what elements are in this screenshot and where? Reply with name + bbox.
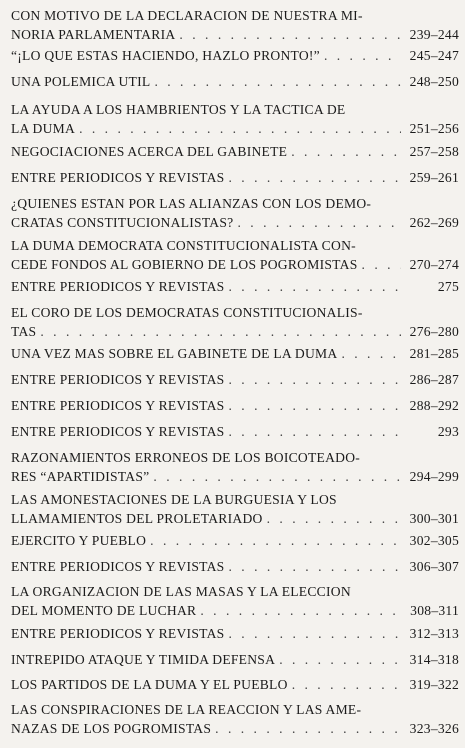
leader-dots	[228, 168, 401, 187]
page-range: 259–261	[409, 170, 459, 185]
toc-entry	[11, 46, 459, 65]
toc-entry-last-line	[11, 72, 459, 91]
page-range: 319–322	[409, 677, 459, 692]
toc-entry-last-line	[11, 370, 459, 389]
leader-dots	[215, 719, 401, 738]
leader-dots	[228, 370, 401, 389]
toc-entry-last-line	[11, 322, 459, 341]
toc-entry	[11, 72, 459, 91]
toc-entry	[11, 582, 459, 620]
toc-entry	[11, 194, 459, 232]
leader-dots	[79, 119, 401, 138]
toc-entry	[11, 396, 459, 415]
page-range: 293	[437, 424, 459, 439]
page-range: 275	[437, 279, 459, 294]
toc-entry-line	[11, 194, 459, 213]
toc-entry-last-line	[11, 557, 459, 576]
toc-entry	[11, 168, 459, 187]
page-range: 314–318	[409, 652, 459, 667]
leader-dots	[279, 650, 401, 669]
page-range: 251–256	[409, 121, 459, 136]
leader-dots	[40, 322, 401, 341]
page-range: 306–307	[409, 559, 459, 574]
page-range: 288–292	[409, 398, 459, 413]
toc-entry-last-line	[11, 119, 459, 138]
toc-entry-line	[11, 6, 459, 25]
toc-entry-title: NEGOCIACIONES ACERCA DEL GABINETE	[11, 144, 288, 159]
toc-entry-title: DEL MOMENTO DE LUCHAR	[11, 603, 197, 618]
leader-dots	[292, 675, 401, 694]
toc-entry-title: LAS CONSPIRACIONES DE LA REACCION Y LAS AME-	[11, 702, 362, 717]
toc-entry-last-line	[11, 650, 459, 669]
toc-entry	[11, 531, 459, 550]
page-range: 270–274	[409, 257, 459, 272]
toc-entry-title: LA DUMA DEMOCRATA CONSTITUCIONALISTA CON-	[11, 238, 356, 253]
toc-entry-title: ENTRE PERIODICOS Y REVISTAS	[11, 424, 225, 439]
toc-entry-title: CON MOTIVO DE LA DECLARACION DE NUESTRA MI-	[11, 8, 363, 23]
leader-dots	[154, 72, 401, 91]
toc-entry-title: ENTRE PERIODICOS Y REVISTAS	[11, 559, 225, 574]
leader-dots	[228, 557, 401, 576]
leader-dots	[200, 601, 401, 620]
leader-dots	[237, 213, 401, 232]
toc-entry-last-line	[11, 25, 459, 44]
toc-entry-title: NAZAS DE LOS POGROMISTAS	[11, 721, 212, 736]
toc-entry-title: ENTRE PERIODICOS Y REVISTAS	[11, 279, 225, 294]
toc-entry-last-line	[11, 601, 459, 620]
page-range: 308–311	[410, 603, 459, 618]
toc-entry-line	[11, 448, 459, 467]
toc-entry-last-line	[11, 531, 459, 550]
leader-dots	[267, 509, 401, 528]
toc-entry-last-line	[11, 467, 459, 486]
toc-entry-title: LOS PARTIDOS DE LA DUMA Y EL PUEBLO	[11, 677, 288, 692]
page-range: 323–326	[409, 721, 459, 736]
page-range: 286–287	[409, 372, 459, 387]
page-range: 239–244	[409, 27, 459, 42]
toc-entry-last-line	[11, 255, 459, 274]
toc-entry	[11, 700, 459, 738]
toc-entry	[11, 675, 459, 694]
toc-entry	[11, 624, 459, 643]
toc-entry-title: ENTRE PERIODICOS Y REVISTAS	[11, 372, 225, 387]
page-range: 245–247	[409, 48, 459, 63]
toc-entry	[11, 277, 459, 296]
toc-entry	[11, 448, 459, 486]
toc-entry-title: NORIA PARLAMENTARIA	[11, 27, 176, 42]
toc-entry	[11, 100, 459, 138]
toc-entry-title: ENTRE PERIODICOS Y REVISTAS	[11, 170, 225, 185]
page-range: 281–285	[409, 346, 459, 361]
toc-entry-last-line	[11, 509, 459, 528]
toc-entry-last-line	[11, 46, 459, 65]
leader-dots	[324, 46, 401, 65]
page-range: 262–269	[409, 215, 459, 230]
toc-entry-last-line	[11, 396, 459, 415]
leader-dots	[228, 396, 401, 415]
toc-entry-title: LLAMAMIENTOS DEL PROLETARIADO	[11, 511, 263, 526]
toc-entry	[11, 370, 459, 389]
toc-entry-line	[11, 236, 459, 255]
toc-entry-title: EJERCITO Y PUEBLO	[11, 533, 147, 548]
leader-dots	[228, 277, 401, 296]
leader-dots	[179, 25, 401, 44]
leader-dots	[228, 624, 401, 643]
toc-entry-last-line	[11, 422, 459, 441]
page-range: 248–250	[409, 74, 459, 89]
toc-entry-last-line	[11, 213, 459, 232]
leader-dots	[291, 142, 401, 161]
toc-entry-title: LA DUMA	[11, 121, 76, 136]
toc-entry-title: CRATAS CONSTITUCIONALISTAS?	[11, 215, 234, 230]
toc-entry-title: ENTRE PERIODICOS Y REVISTAS	[11, 398, 225, 413]
toc-entry-title: UNA POLEMICA UTIL	[11, 74, 151, 89]
toc-entry-line	[11, 490, 459, 509]
toc-entry-title: RAZONAMIENTOS ERRONEOS DE LOS BOICOTEADO-	[11, 450, 361, 465]
toc-entry	[11, 557, 459, 576]
toc-entry-last-line	[11, 675, 459, 694]
toc-entry-title: LAS AMONESTACIONES DE LA BURGUESIA Y LOS	[11, 492, 337, 507]
toc-entry-line	[11, 700, 459, 719]
toc-entry	[11, 490, 459, 528]
leader-dots	[228, 422, 401, 441]
toc-entry-title: ENTRE PERIODICOS Y REVISTAS	[11, 626, 225, 641]
toc-entry	[11, 6, 459, 44]
toc-entry-last-line	[11, 168, 459, 187]
toc-entry-title: TAS	[11, 324, 37, 339]
page-range: 294–299	[409, 469, 459, 484]
leader-dots	[341, 344, 401, 363]
toc-entry-last-line	[11, 344, 459, 363]
leader-dots	[153, 467, 401, 486]
page-range: 312–313	[409, 626, 459, 641]
toc-entry-title: RES “APARTIDISTAS”	[11, 469, 150, 484]
toc-entry-line	[11, 582, 459, 601]
toc-entry	[11, 142, 459, 161]
leader-dots	[362, 255, 401, 274]
toc-entry	[11, 236, 459, 274]
toc-entry-title: “¡LO QUE ESTAS HACIENDO, HAZLO PRONTO!”	[11, 48, 320, 63]
leader-dots	[150, 531, 401, 550]
toc-entry-title: CEDE FONDOS AL GOBIERNO DE LOS POGROMISTAS	[11, 257, 358, 272]
page-range: 276–280	[409, 324, 459, 339]
toc-entry	[11, 344, 459, 363]
toc-entry	[11, 650, 459, 669]
toc-entry-line	[11, 303, 459, 322]
toc-entry-last-line	[11, 719, 459, 738]
page-range: 302–305	[409, 533, 459, 548]
page-range: 257–258	[409, 144, 459, 159]
toc-entry-last-line	[11, 142, 459, 161]
toc-entry-line	[11, 100, 459, 119]
toc-entry	[11, 422, 459, 441]
toc-entry-title: INTREPIDO ATAQUE Y TIMIDA DEFENSA	[11, 652, 276, 667]
toc-entry-title: LA ORGANIZACION DE LAS MASAS Y LA ELECCION	[11, 584, 351, 599]
toc-entry-last-line	[11, 277, 459, 296]
page-range: 300–301	[409, 511, 459, 526]
toc-entry-title: LA AYUDA A LOS HAMBRIENTOS Y LA TACTICA DE	[11, 102, 346, 117]
toc-entry-title: UNA VEZ MAS SOBRE EL GABINETE DE LA DUMA	[11, 346, 338, 361]
toc-entry-last-line	[11, 624, 459, 643]
toc-entry-title: ¿QUIENES ESTAN POR LAS ALIANZAS CON LOS DEMO-	[11, 196, 372, 211]
toc-entry-title: EL CORO DE LOS DEMOCRATAS CONSTITUCIONALIS-	[11, 305, 363, 320]
toc-entry	[11, 303, 459, 341]
